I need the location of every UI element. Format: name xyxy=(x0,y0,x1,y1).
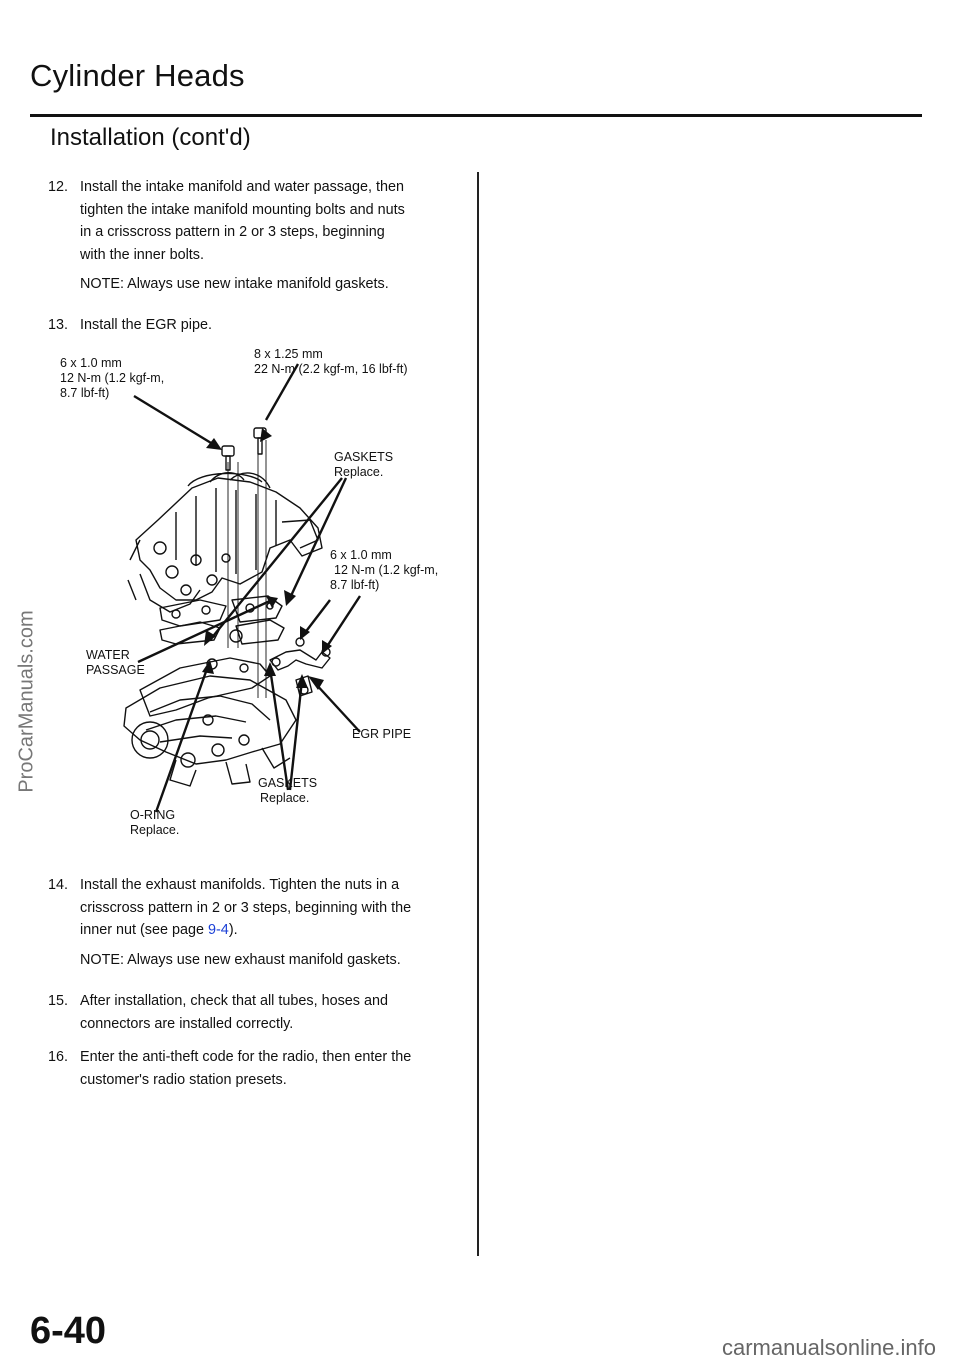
label-gaskets-top: GASKETS Replace. xyxy=(334,450,394,479)
step-14: 14. Install the exhaust manifolds. Tighten the nuts in a crisscross pattern in 2 or 3 steps, beginning with the inner nut (see page 9-4). xyxy=(48,877,412,938)
section-subtitle: Installation (cont'd) xyxy=(50,124,251,151)
step-15: 15. After installation, check that all tubes, hoses and connectors are installed correctly. xyxy=(48,993,388,1032)
step-12-note: NOTE: Always use new intake manifold gaskets. xyxy=(80,276,389,292)
step-12-line-3: in a crisscross pattern in 2 or 3 steps, beginning xyxy=(80,224,385,240)
step-12-line-2: tighten the intake manifold mounting bolts and nuts xyxy=(80,201,405,218)
label-bolt-8x125: 8 x 1.25 mm 22 N-m (2.2 kgf-m, 16 lbf-ft) xyxy=(254,347,408,376)
step-12-line-1: 12. Install the intake manifold and water passage, then xyxy=(48,179,404,195)
label-bolt-6x1-right: 6 x 1.0 mm 12 N-m (1.2 kgf-m, 8.7 lbf-ft) xyxy=(330,548,439,592)
step-12-line-4: with the inner bolts. xyxy=(80,246,204,263)
label-water-passage: WATER PASSAGE xyxy=(86,648,145,677)
label-egr-pipe: EGR PIPE xyxy=(352,727,412,741)
label-bolt-6x1-top: 6 x 1.0 mm 12 N-m (1.2 kgf-m, 8.7 lbf-ft) xyxy=(60,356,165,400)
page-reference-link[interactable]: 9-4 xyxy=(208,922,229,938)
label-gaskets-bottom: GASKETS Replace. xyxy=(258,776,318,805)
step-16: 16. Enter the anti-theft code for the radio, then enter the customer's radio station presets. xyxy=(48,1049,412,1088)
watermark-text: ProCarManuals.com xyxy=(15,610,38,793)
label-o-ring: O-RING Replace. xyxy=(130,808,180,837)
step-14-note: NOTE: Always use new exhaust manifold gaskets. xyxy=(80,952,401,968)
step-13: 13. Install the EGR pipe. xyxy=(48,317,212,333)
page-title: Cylinder Heads xyxy=(30,58,245,93)
page-number: 6-40 xyxy=(30,1310,107,1352)
footer-site-text: carmanualsonline.info xyxy=(721,1335,936,1360)
